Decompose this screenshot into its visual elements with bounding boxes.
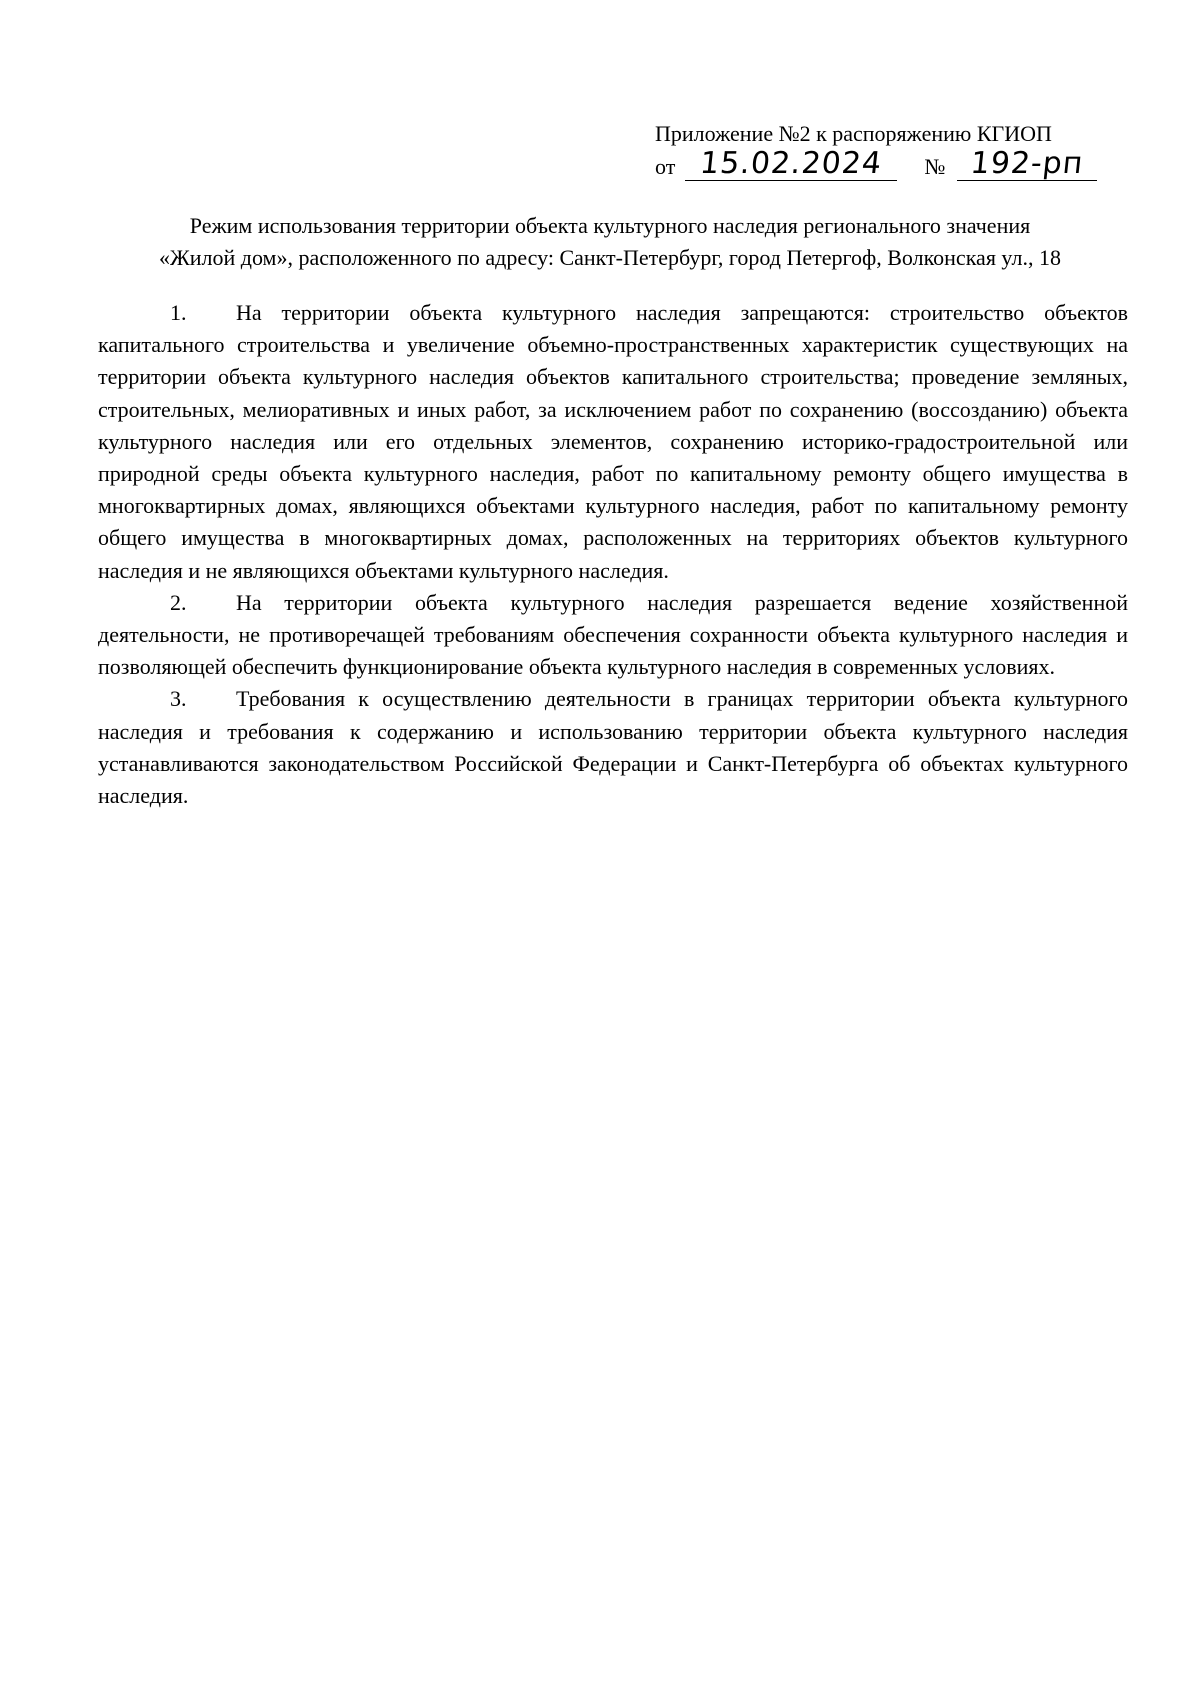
appendix-header [655, 120, 1125, 184]
paragraph-3 [98, 683, 1128, 812]
document-body [98, 297, 1128, 812]
appendix-date-number-line [655, 146, 1125, 184]
paragraph-text: На территории объекта культурного наследия разрешается ведение хозяйственной деятельности, не противоречащей требованиям обеспечения сохранности объекта культурного наследия и позволяющей обеспечить функционирование объекта культурного наследия в современных условиях. [98, 589, 1128, 680]
handwritten-number: 192-рп [968, 146, 1086, 181]
date-field [685, 146, 897, 181]
paragraph-number: 2. [170, 589, 187, 615]
paragraph-text: На территории объекта культурного наследия запрещаются: строительство объектов капитального строительства и увеличение объемно-пространственных характеристик существующих на территории объекта культурного наследия объектов капитального строительства; проведение земляных, строительных, мелиоративных и иных работ, за исключением работ по сохранению (воссозданию) объекта культурного наследия или его отдельных элементов, сохранению историко-градостроительной или природной среды объекта культурного наследия, работ по капитальному ремонту общего имущества в многоквартирных домах, являющихся объектами культурного наследия, работ по капитальному ремонту общего имущества в многоквартирных домах, расположенных на территориях объектов культурного наследия и не являющихся объектами культурного наследия. [98, 300, 1128, 583]
title-line-2: «Жилой дом», расположенного по адресу: Санкт-Петербург, город Петергоф, Волконская ул., 18 [159, 245, 1061, 270]
from-label: от [655, 154, 676, 179]
number-label: № [924, 154, 946, 179]
paragraph-text: Требования к осуществлению деятельности в границах территории объекта культурного наследия и требования к содержанию и использованию территории объекта культурного наследия устанавливаются законодательством Российской Федерации и Санкт-Петербурга об объектах культурного наследия. [98, 686, 1128, 809]
paragraph-1 [98, 297, 1128, 587]
title-line-1: Режим использования территории объекта культурного наследия регионального значения [189, 213, 1031, 238]
number-field [957, 146, 1097, 181]
paragraph-number: 3. [170, 686, 187, 712]
appendix-reference: Приложение №2 к распоряжению КГИОП [655, 121, 1052, 146]
handwritten-date: 15.02.2024 [698, 146, 884, 181]
document-title [95, 210, 1125, 274]
paragraph-2 [98, 587, 1128, 684]
paragraph-number: 1. [170, 300, 187, 325]
